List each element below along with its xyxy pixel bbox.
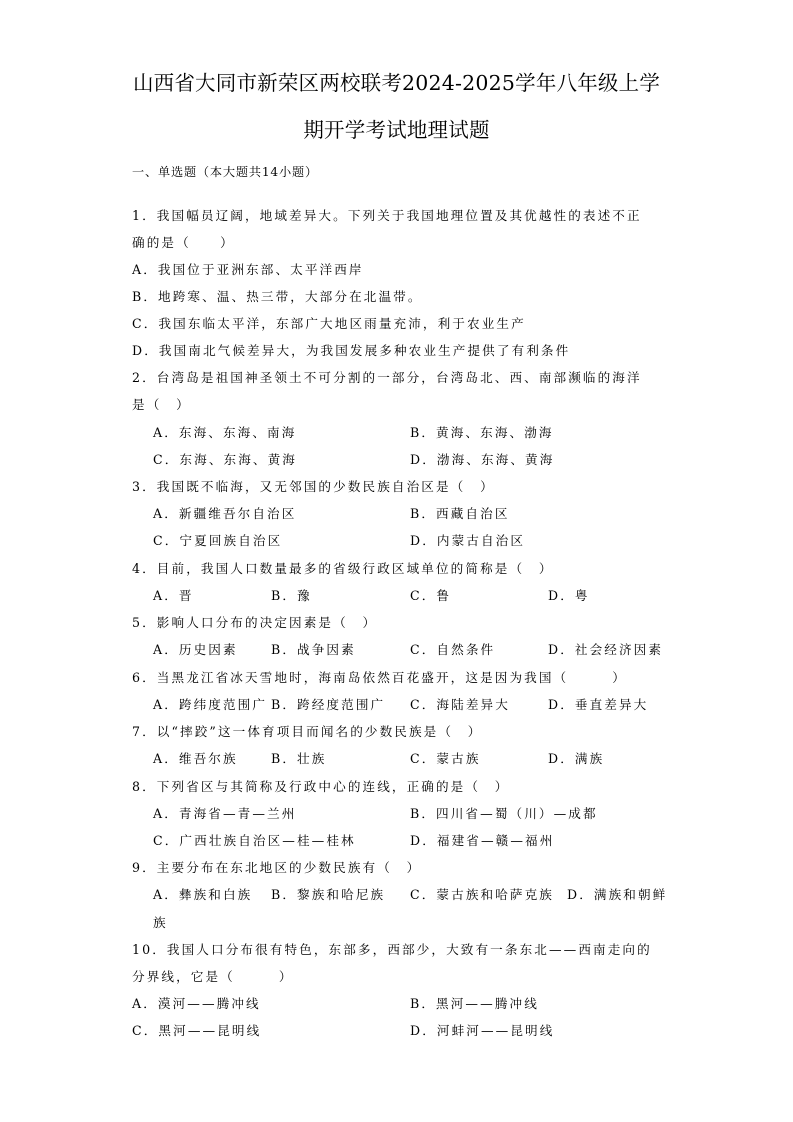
question-9-option-a: A．彝族和白族	[153, 887, 253, 902]
question-1-option-c: C．我国东临太平洋，东部广大地区雨量充沛，利于农业生产	[132, 316, 526, 331]
question-1-option-a: A．我国位于亚洲东部、太平洋西岸	[132, 262, 364, 277]
question-8-option-a: A．青海省—青—兰州	[153, 806, 297, 821]
question-5-option-b: B．战争因素	[271, 642, 356, 657]
question-1-option-b: B．地跨寒、温、热三带，大部分在北温带。	[132, 289, 423, 304]
question-5-option-c: C．自然条件	[410, 642, 496, 657]
question-10-option-d: D．河蚌河——昆明线	[410, 1023, 555, 1038]
question-1-stem-line-2: 确的是（ ）	[132, 235, 235, 250]
question-8-option-c: C．广西壮族自治区—桂—桂林	[153, 833, 356, 848]
question-10-option-a: A．漠河——腾冲线	[132, 996, 261, 1011]
section-heading: 一、单选题（本大题共14小题）	[132, 165, 318, 179]
question-10-stem-line-1: 10．我国人口分布很有特色，东部多，西部少，大致有一条东北——西南走向的	[132, 942, 652, 957]
question-9-stem: 9．主要分布在东北地区的少数民族有（ ）	[132, 860, 422, 875]
question-2-stem-line-1: 2．台湾岛是祖国神圣领土不可分割的一部分，台湾岛北、西、南部濒临的海洋	[132, 370, 642, 385]
question-4-option-d: D．粤	[548, 588, 590, 603]
question-6-option-d: D．垂直差异大	[548, 697, 649, 712]
question-7-option-d: D．满族	[548, 751, 605, 766]
question-7-stem: 7．以“摔跤”这一体育项目而闻名的少数民族是（ ）	[132, 724, 483, 739]
question-4-option-b: B．豫	[271, 588, 312, 603]
question-7-option-b: B．壮族	[271, 751, 327, 766]
question-8-stem: 8．下列省区与其简称及行政中心的连线，正确的是（ ）	[132, 779, 510, 794]
document-title-line-1: 山西省大同市新荣区两校联考2024-2025学年八年级上学	[132, 71, 661, 95]
question-1-stem-line-1: 1．我国幅员辽阔，地域差异大。下列关于我国地理位置及其优越性的表述不正	[132, 208, 642, 223]
question-4-option-c: C．鲁	[410, 588, 452, 603]
question-4-option-a: A．晋	[153, 588, 194, 603]
question-2-option-b: B．黄海、东海、渤海	[410, 425, 554, 440]
question-7-option-a: A．维吾尔族	[153, 751, 238, 766]
question-9-option-d: D．满族和朝鲜	[567, 887, 668, 902]
question-9-option-b: B．黎族和哈尼族	[271, 887, 386, 902]
question-9-option-c: C．蒙古族和哈萨克族	[410, 887, 554, 902]
question-6-option-a: A．跨纬度范围广	[153, 697, 268, 712]
question-8-option-d: D．福建省—赣—福州	[410, 833, 555, 848]
question-6-stem: 6．当黑龙江省冰天雪地时，海南岛依然百花盛开，这是因为我国（ ）	[132, 670, 628, 685]
question-2-stem-line-2: 是（ ）	[132, 397, 191, 412]
question-3-option-a: A．新疆维吾尔自治区	[153, 506, 297, 521]
question-10-stem-line-2: 分界线，它是（ ）	[132, 969, 294, 984]
document-title-line-2: 期开学考试地理试题	[303, 118, 490, 142]
question-8-option-b: B．四川省—蜀（川）—成都	[410, 806, 598, 821]
question-2-option-d: D．渤海、东海、黄海	[410, 452, 555, 467]
question-2-option-a: A．东海、东海、南海	[153, 425, 297, 440]
question-6-option-b: B．跨经度范围广	[271, 697, 386, 712]
question-3-stem: 3．我国既不临海，又无邻国的少数民族自治区是（ ）	[132, 479, 495, 494]
question-2-option-c: C．东海、东海、黄海	[153, 452, 297, 467]
question-3-option-c: C．宁夏回族自治区	[153, 533, 283, 548]
question-3-option-b: B．西藏自治区	[410, 506, 510, 521]
question-6-option-c: C．海陆差异大	[410, 697, 510, 712]
question-5-option-d: D．社会经济因素	[548, 642, 664, 657]
question-1-option-d: D．我国南北气候差异大，为我国发展多种农业生产提供了有利条件	[132, 343, 571, 358]
question-10-option-b: B．黑河——腾冲线	[410, 996, 539, 1011]
question-3-option-d: D．内蒙古自治区	[410, 533, 526, 548]
question-9-option-d-continued: 族	[153, 915, 168, 930]
question-7-option-c: C．蒙古族	[410, 751, 481, 766]
question-5-stem: 5．影响人口分布的决定因素是（ ）	[132, 615, 378, 630]
question-4-stem: 4．目前，我国人口数量最多的省级行政区域单位的简称是（ ）	[132, 561, 554, 576]
question-5-option-a: A．历史因素	[153, 642, 238, 657]
question-10-option-c: C．黑河——昆明线	[132, 1023, 262, 1038]
